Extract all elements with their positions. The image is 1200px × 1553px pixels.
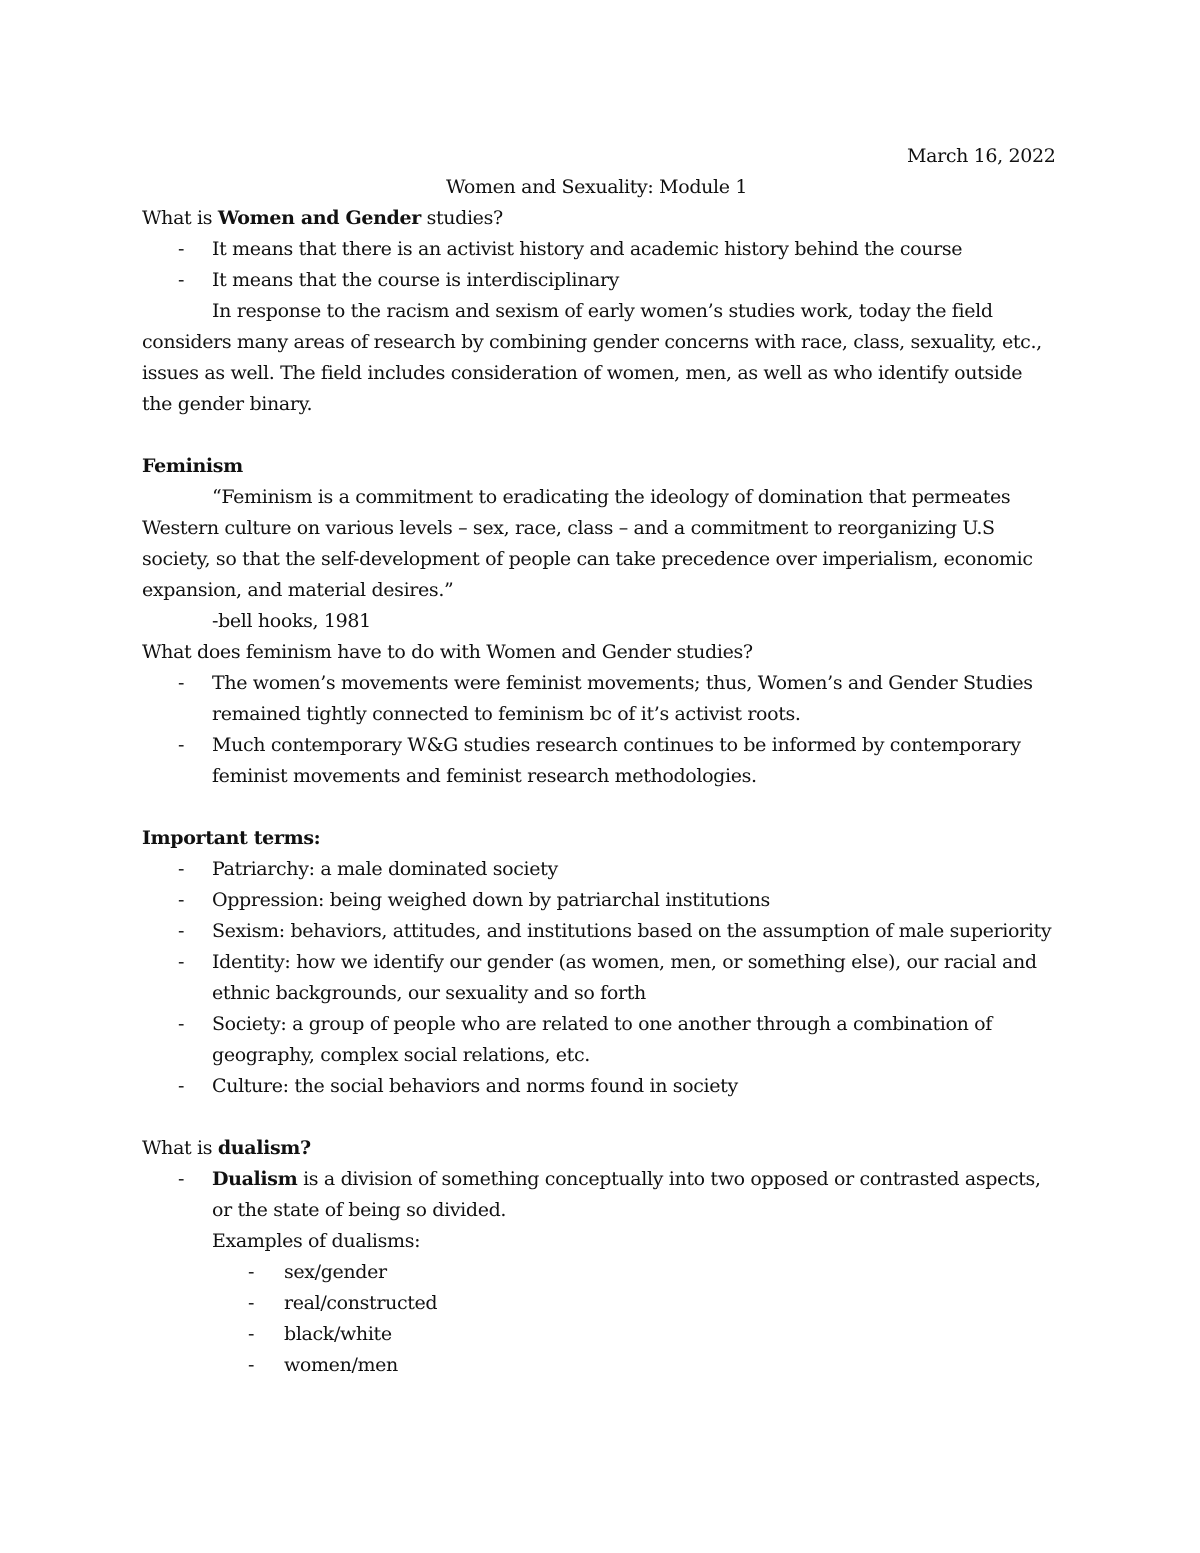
bullet-dash: -	[178, 1013, 185, 1035]
bullet-dash: -	[178, 269, 185, 291]
bullet-dash: -	[248, 1261, 255, 1283]
term-item: Patriarchy: a male dominated society	[212, 858, 558, 880]
feminism-heading: Feminism	[142, 455, 243, 477]
dualism-definition-text: is a division of something conceptually into two opposed or contrasted aspects,	[297, 1168, 1041, 1190]
term-item: Culture: the social behaviors and norms found in society	[212, 1075, 738, 1097]
dualism-example: sex/gender	[284, 1261, 387, 1283]
bullet-dash: -	[248, 1292, 255, 1314]
dualism-question	[142, 1136, 311, 1160]
intro-bullet: It means that the course is interdisciplinary	[212, 269, 620, 291]
bullet-dash: -	[178, 238, 185, 260]
dualism-question-bold: dualism?	[217, 1137, 311, 1159]
feminism-quote-line: “Feminism is a commitment to eradicating the ideology of domination that permeates	[212, 486, 1011, 508]
bullet-dash: -	[178, 734, 185, 756]
intro-paragraph-line: issues as well. The field includes consideration of women, men, as well as who identify outside	[142, 362, 1023, 384]
intro-paragraph-line: In response to the racism and sexism of early women’s studies work, today the field	[212, 300, 993, 322]
bullet-dash: -	[178, 1075, 185, 1097]
bullet-dash: -	[178, 889, 185, 911]
term-item-continued: ethnic backgrounds, our sexuality and so forth	[212, 982, 646, 1004]
feminism-bullet-line: Much contemporary W&G studies research continues to be informed by contemporary	[212, 734, 1021, 756]
term-item: Sexism: behaviors, attitudes, and institutions based on the assumption of male superiority	[212, 920, 1052, 942]
dualism-example: black/white	[284, 1323, 392, 1345]
dualism-examples-label: Examples of dualisms:	[212, 1230, 421, 1252]
bullet-dash: -	[178, 1168, 185, 1190]
intro-bullet: It means that there is an activist history and academic history behind the course	[212, 238, 963, 260]
term-item: Identity: how we identify our gender (as women, men, or something else), our racial and	[212, 951, 1037, 973]
intro-question	[142, 206, 503, 230]
feminism-quote-line: Western culture on various levels – sex, race, class – and a commitment to reorganizing U.S	[142, 517, 995, 539]
dualism-definition-continued: or the state of being so divided.	[212, 1199, 507, 1221]
dualism-definition-term: Dualism	[212, 1168, 298, 1190]
dualism-example: real/constructed	[284, 1292, 438, 1314]
document-date: March 16, 2022	[907, 145, 1056, 167]
intro-question-pre: What is	[142, 207, 218, 229]
bullet-dash: -	[248, 1354, 255, 1376]
feminism-bullet-line: feminist movements and feminist research methodologies.	[212, 765, 757, 787]
intro-paragraph-line: considers many areas of research by combining gender concerns with race, class, sexuality, etc.,	[142, 331, 1042, 353]
bullet-dash: -	[178, 672, 185, 694]
feminism-bullet-line: remained tightly connected to feminism bc of it’s activist roots.	[212, 703, 801, 725]
feminism-bullet-line: The women’s movements were feminist movements; thus, Women’s and Gender Studies	[212, 672, 1033, 694]
bullet-dash: -	[248, 1323, 255, 1345]
bullet-dash: -	[178, 920, 185, 942]
feminism-quote-line: expansion, and material desires.”	[142, 579, 454, 601]
intro-question-bold: Women and Gender	[217, 207, 421, 229]
dualism-definition	[212, 1167, 1041, 1191]
term-item: Oppression: being weighed down by patriarchal institutions	[212, 889, 770, 911]
bullet-dash: -	[178, 858, 185, 880]
document-title: Women and Sexuality: Module 1	[446, 176, 748, 198]
intro-paragraph-line: the gender binary.	[142, 393, 313, 415]
bullet-dash: -	[178, 951, 185, 973]
dualism-question-pre: What is	[142, 1137, 218, 1159]
term-item-continued: geography, complex social relations, etc.	[212, 1044, 590, 1066]
feminism-quote-line: society, so that the self-development of people can take precedence over imperialism, economic	[142, 548, 1033, 570]
terms-heading: Important terms:	[142, 827, 321, 849]
intro-question-post: studies?	[420, 207, 503, 229]
feminism-attribution: -bell hooks, 1981	[212, 610, 371, 632]
feminism-question: What does feminism have to do with Women and Gender studies?	[142, 641, 753, 663]
dualism-example: women/men	[284, 1354, 398, 1376]
term-item: Society: a group of people who are related to one another through a combination of	[212, 1013, 992, 1035]
